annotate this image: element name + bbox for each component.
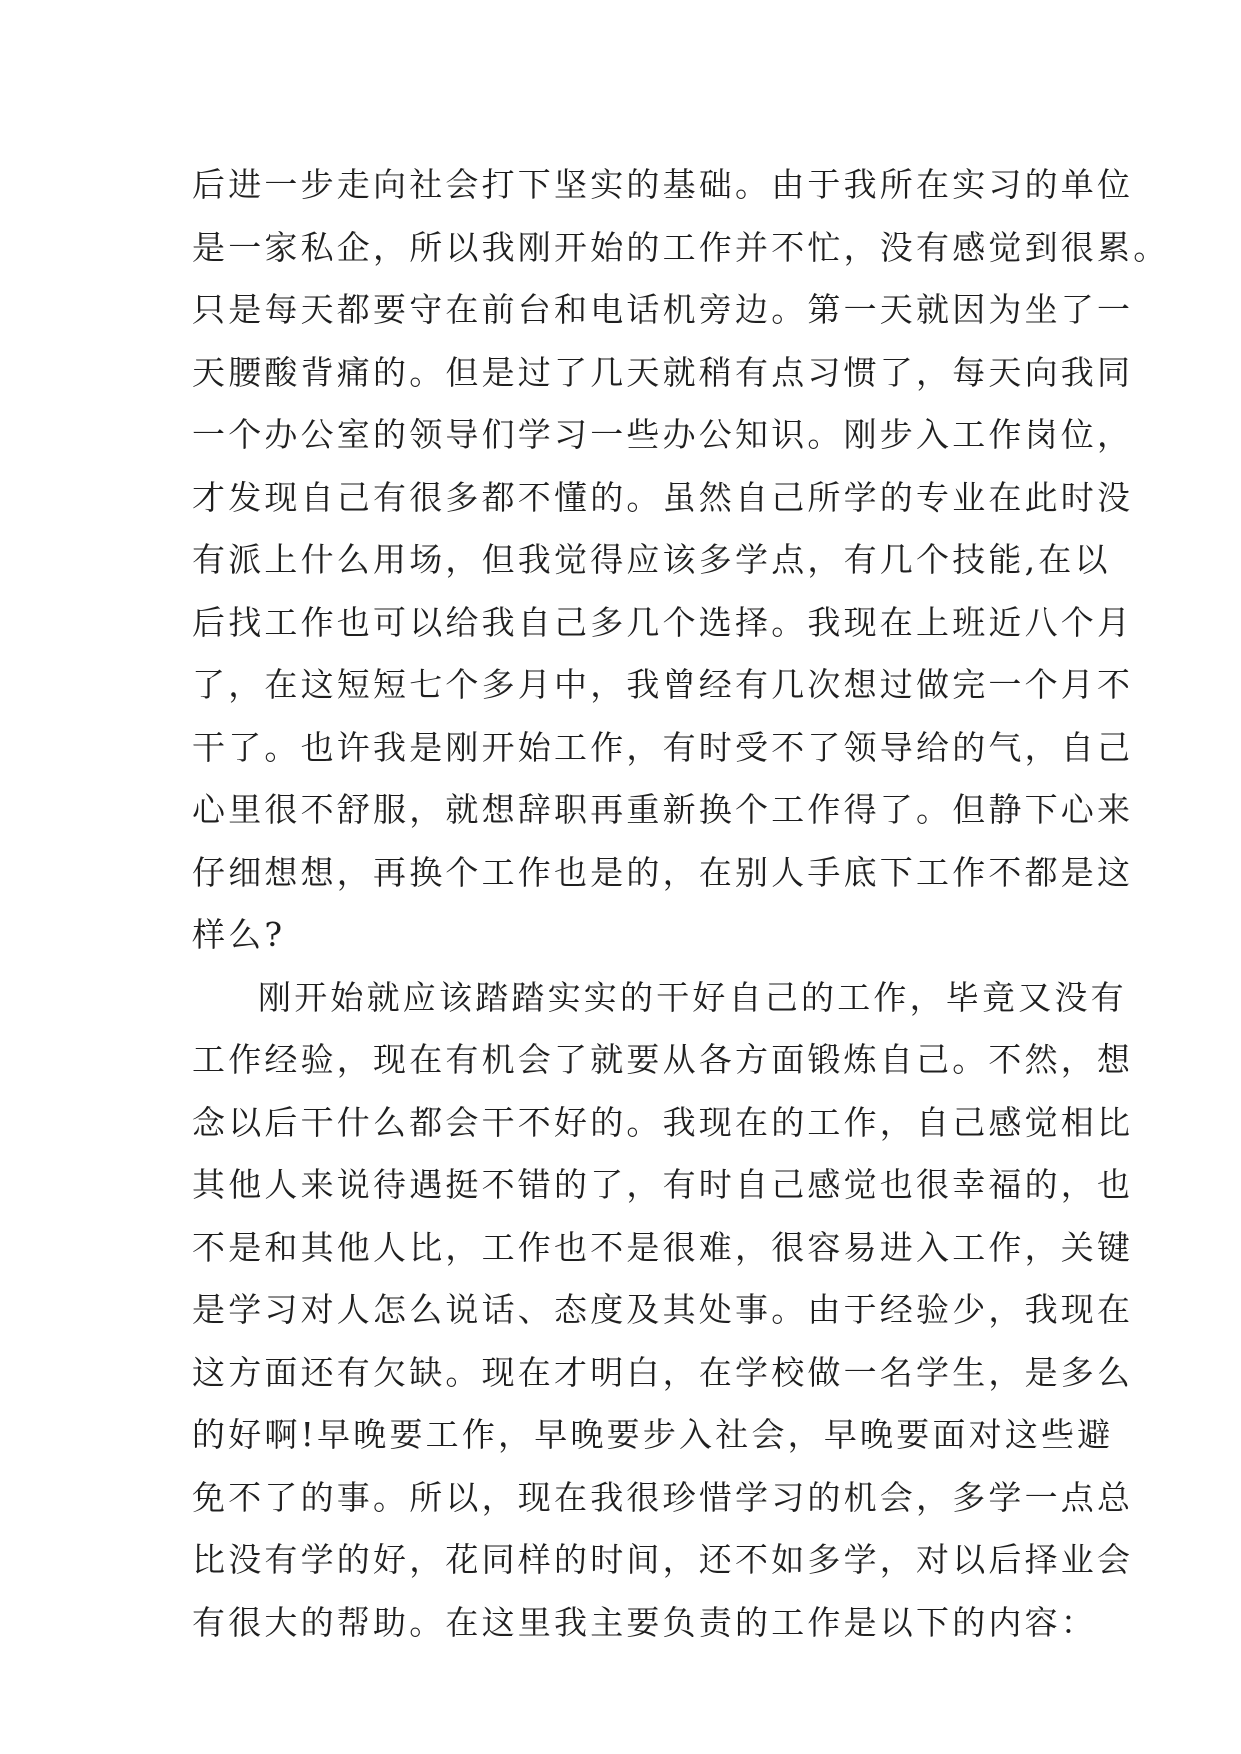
text-line: 了，在这短短七个多月中，我曾经有几次想过做完一个月不: [192, 665, 1134, 704]
text-line: 后找工作也可以给我自己多几个选择。我现在上班近八个月: [192, 602, 1134, 642]
text-line: 有派上什么用场，但我觉得应该多学点，有几个技能,在以: [192, 540, 1111, 579]
text-line: 才发现自己有很多都不懂的。虽然自己所学的专业在此时没: [192, 477, 1134, 517]
text-line: 念以后干什么都会干不好的。我现在的工作，自己感觉相比: [192, 1102, 1134, 1142]
paragraph-first-line: 刚开始就应该踏踏实实的干好自己的工作，毕竟又没有: [258, 977, 1127, 1017]
text-line: 心里很不舒服，就想辞职再重新换个工作得了。但静下心来: [192, 790, 1134, 829]
text-line: 天腰酸背痛的。但是过了几天就稍有点习惯了，每天向我同: [192, 352, 1134, 392]
text-line: 仔细想想，再换个工作也是的，在别人手底下工作不都是这: [192, 852, 1134, 892]
text-line: 是学习对人怎么说话、态度及其处事。由于经验少，我现在: [192, 1290, 1134, 1329]
text-line: 只是每天都要守在前台和电话机旁边。第一天就因为坐了一: [192, 290, 1134, 329]
text-line: 有很大的帮助。在这里我主要负责的工作是以下的内容：: [192, 1602, 1097, 1642]
text-line: 是一家私企，所以我刚开始的工作并不忙，没有感觉到很累。: [192, 227, 1170, 267]
text-line: 样么?: [192, 915, 286, 954]
body-text: [192, 154, 1170, 1654]
text-line: 后进一步走向社会打下坚实的基础。由于我所在实习的单位: [192, 165, 1134, 204]
text-line: 其他人来说待遇挺不错的了，有时自己感觉也很幸福的，也: [192, 1165, 1134, 1204]
text-line: 工作经验，现在有机会了就要从各方面锻炼自己。不然，想: [192, 1040, 1134, 1079]
text-line: 比没有学的好，花同样的时间，还不如多学，对以后择业会: [192, 1540, 1134, 1579]
text-line: 免不了的事。所以，现在我很珍惜学习的机会，多学一点总: [192, 1477, 1134, 1517]
text-line: 不是和其他人比，工作也不是很难，很容易进入工作，关键: [192, 1227, 1134, 1267]
text-line: 一个办公室的领导们学习一些办公知识。刚步入工作岗位，: [192, 415, 1134, 454]
text-line: 这方面还有欠缺。现在才明白，在学校做一名学生，是多么: [192, 1352, 1134, 1392]
text-line: 的好啊!早晚要工作，早晚要步入社会，早晚要面对这些避: [192, 1415, 1114, 1454]
text-line: 干了。也许我是刚开始工作，有时受不了领导给的气，自己: [192, 727, 1134, 767]
